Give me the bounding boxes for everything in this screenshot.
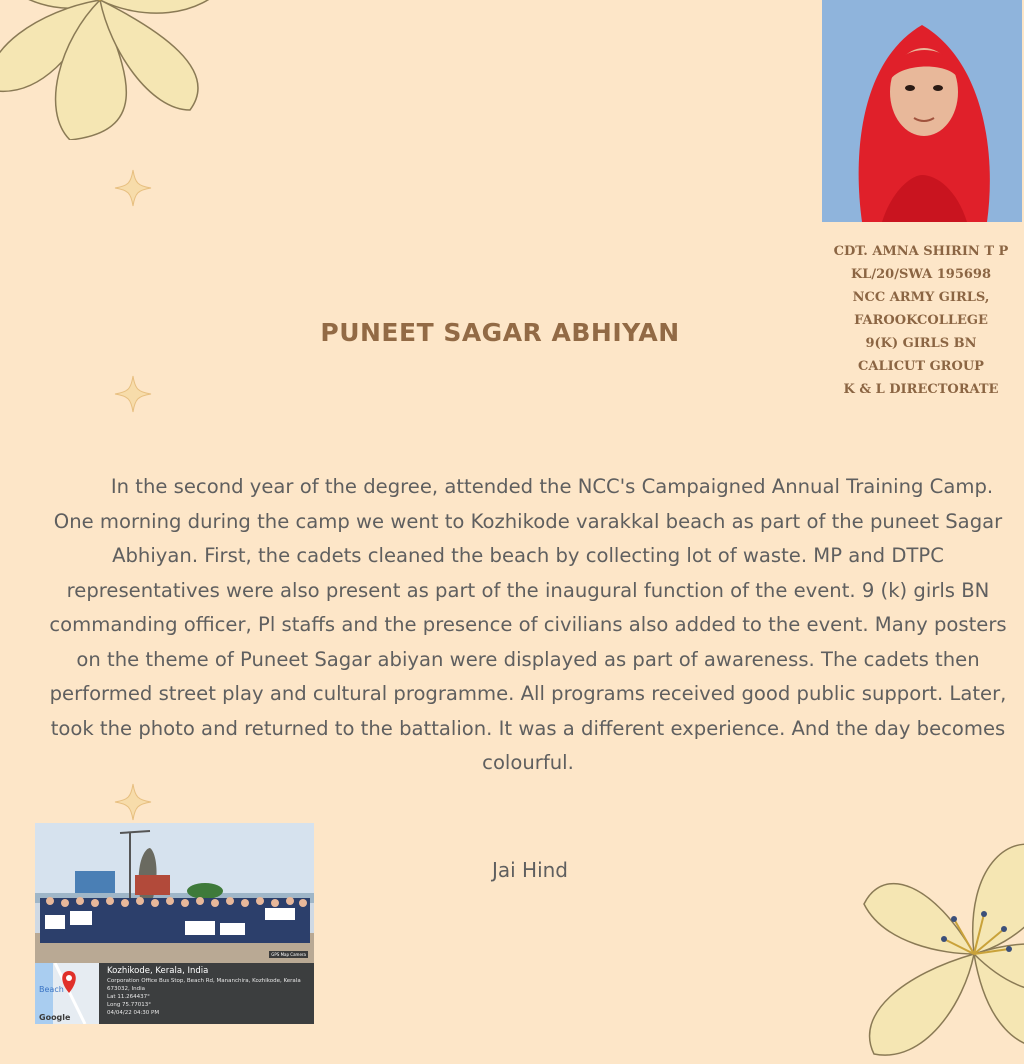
sign-off: Jai Hind	[491, 858, 569, 882]
geotag-latitude: Lat 11.264437°	[107, 994, 150, 1000]
gps-camera-tag: GPS Map Camera	[271, 952, 306, 957]
page-title: PUNEET SAGAR ABHIYAN	[320, 318, 680, 347]
map-brand: Google	[39, 1013, 71, 1022]
article-body	[40, 470, 1016, 781]
event-photo	[35, 823, 314, 1024]
article-body-text: In the second year of the degree, attended the NCC's Campaigned Annual Training Camp. One morning during the camp we went to Kozhikode varakkal beach as part of the puneet Sagar Abhiyan. First, the cadets cleaned the beach by collecting lot of waste. MP and DTPC representatives were also present as part of the inaugural function of the event. 9 (k) girls BN commanding officer, Pl staffs and the presence of civilians also added to the event. Many posters on the theme of Puneet Sagar abiyan were displayed as part of awareness. The cadets then performed street play and cultural programme. All programs received good public support. Later, took the photo and returned to the battalion. It was a different experience. And the day becomes colourful.	[49, 475, 1007, 774]
cadet-number: KL/20/SWA 195698	[850, 267, 992, 282]
geotag-panel	[35, 963, 314, 1024]
cadet-college: FAROOKCOLLEGE	[854, 313, 988, 328]
cadet-battalion: 9(K) GIRLS BN	[865, 336, 977, 351]
sparkle-icon	[113, 782, 153, 822]
geotag-longitude: Long 75.77013°	[107, 1002, 152, 1008]
event-photo-image	[35, 823, 314, 963]
geotag-address: Corporation Office Bus Stop, Beach Rd, Mananchira, Kozhikode, Kerala	[107, 978, 301, 984]
cadet-details	[818, 240, 1024, 401]
geotag-postal: 673032, India	[107, 986, 145, 992]
geotag-text	[107, 966, 311, 1017]
map-thumbnail	[35, 963, 99, 1024]
cadet-unit: NCC ARMY GIRLS,	[852, 290, 990, 305]
geotag-place: Kozhikode, Kerala, India	[107, 966, 209, 976]
cadet-name: CDT. AMNA SHIRIN T P	[833, 244, 1009, 259]
sparkle-icon	[113, 168, 153, 208]
map-label: Beach	[39, 985, 64, 994]
cadet-directorate: K & L DIRECTORATE	[843, 382, 999, 397]
flower-decoration-bottom-right-icon	[844, 824, 1024, 1064]
cadet-portrait-image	[822, 0, 1022, 222]
cadet-group: CALICUT GROUP	[858, 359, 984, 374]
geotag-datetime: 04/04/22 04:30 PM	[107, 1010, 160, 1016]
flower-decoration-top-left-icon	[0, 0, 240, 140]
cadet-portrait	[822, 0, 1022, 222]
sparkle-icon	[113, 374, 153, 414]
